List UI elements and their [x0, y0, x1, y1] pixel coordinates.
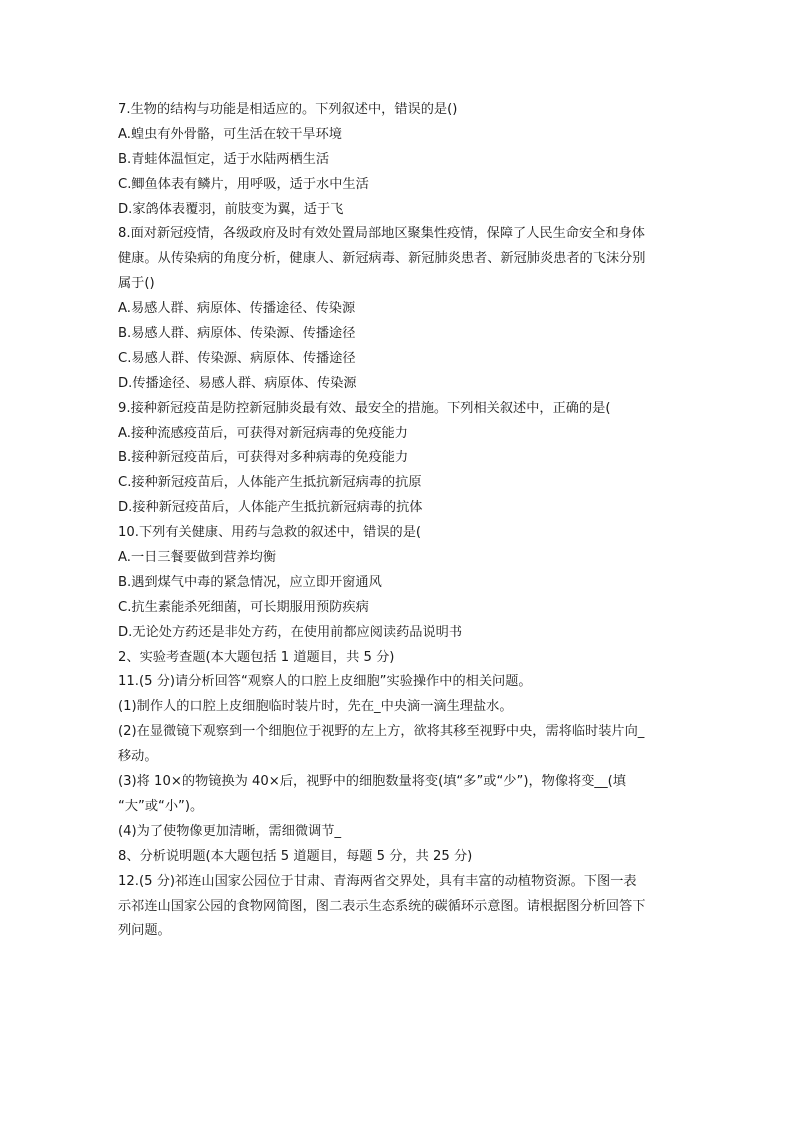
question-9-option-c: C.接种新冠疫苗后，人体能产生抵抗新冠病毒的抗原: [118, 475, 422, 491]
question-11-part-2-line-2: 移动。: [118, 749, 158, 765]
question-8-option-d: D.传播途径、易感人群、病原体、传染源: [118, 375, 357, 391]
question-9-option-a: A.接种流感疫苗后，可获得对新冠病毒的免疫能力: [118, 425, 408, 441]
question-10-option-a: A.一日三餐要做到营养均衡: [118, 550, 277, 566]
question-11-part-1: (1)制作人的口腔上皮细胞临时装片时，先在_中央滴一滴生理盐水。: [118, 699, 513, 715]
question-10-stem: 10.下列有关健康、用药与急救的叙述中，错误的是(: [118, 525, 422, 541]
question-11-stem: 11.(5 分)请分析回答“观察人的口腔上皮细胞”实验操作中的相关问题。: [118, 674, 532, 690]
question-7-option-c: C.鲫鱼体表有鳞片，用呼吸，适于水中生活: [118, 176, 369, 192]
question-7-option-b: B.青蛙体温恒定，适于水陆两栖生活: [118, 151, 330, 167]
question-12-stem-line-3: 列问题。: [118, 923, 171, 939]
question-7-stem: 7.生物的结构与功能是相适应的。下列叙述中，错误的是(): [118, 102, 458, 117]
question-9-option-b: B.接种新冠疫苗后，可获得对多种病毒的免疫能力: [118, 450, 409, 466]
question-8-stem-line-2: 健康。从传染病的角度分析，健康人、新冠病毒、新冠肺炎患者、新冠肺炎患者的飞沫分别: [118, 251, 646, 267]
question-10-option-b: B.遇到煤气中毒的紧急情况，应立即开窗通风: [118, 574, 382, 590]
question-11-part-3-line-2: “大”或“小”)。: [118, 798, 204, 814]
question-8-option-c: C.易感人群、传染源、病原体、传播途径: [118, 350, 356, 366]
question-9-option-d: D.接种新冠疫苗后，人体能产生抵抗新冠病毒的抗体: [118, 500, 423, 516]
question-8-option-b: B.易感人群、病原体、传染源、传播途径: [118, 326, 356, 342]
question-10-option-c: C.抗生素能杀死细菌，可长期服用预防疾病: [118, 599, 369, 615]
question-10-option-d: D.无论处方药还是非处方药，在使用前都应阅读药品说明书: [118, 624, 463, 640]
question-8-option-a: A.易感人群、病原体、传播途径、传染源: [118, 301, 356, 317]
question-11-part-3-line-1: (3)将 10×的物镜换为 40×后，视野中的细胞数量将变(填“多”或“少”)，物像将变__(填: [118, 774, 626, 790]
question-11-part-4: (4)为了使物像更加清晰，需细微调节_: [118, 823, 342, 839]
question-12-stem-line-2: 示祁连山国家公园的食物网简图，图二表示生态系统的碳循环示意图。请根据图分析回答下: [118, 898, 646, 914]
question-11-part-2-line-1: (2)在显微镜下观察到一个细胞位于视野的左上方，欲将其移至视野中央，需将临时装片向_: [118, 724, 645, 740]
section-8-heading: 8、分析说明题(本大题包括 5 道题目，每题 5 分，共 25 分): [118, 848, 473, 864]
question-8-stem-line-3: 属于(): [118, 276, 155, 292]
question-7-option-a: A.蝗虫有外骨骼，可生活在较干旱环境: [118, 126, 342, 142]
question-9-stem: 9.接种新冠疫苗是防控新冠肺炎最有效、最安全的措施。下列相关叙述中，正确的是(: [118, 400, 611, 416]
question-12-stem-line-1: 12.(5 分)祁连山国家公园位于甘肃、青海两省交界处，具有丰富的动植物资源。下图一表: [118, 873, 637, 889]
question-7-option-d: D.家鸽体表覆羽，前肢变为翼，适于飞: [118, 201, 344, 217]
question-8-stem-line-1: 8.面对新冠疫情，各级政府及时有效处置局部地区聚集性疫情，保障了人民生命安全和身体: [118, 226, 645, 242]
document-content: [118, 98, 683, 944]
section-2-heading: 2、实验考查题(本大题包括 1 道题目，共 5 分): [118, 649, 395, 665]
